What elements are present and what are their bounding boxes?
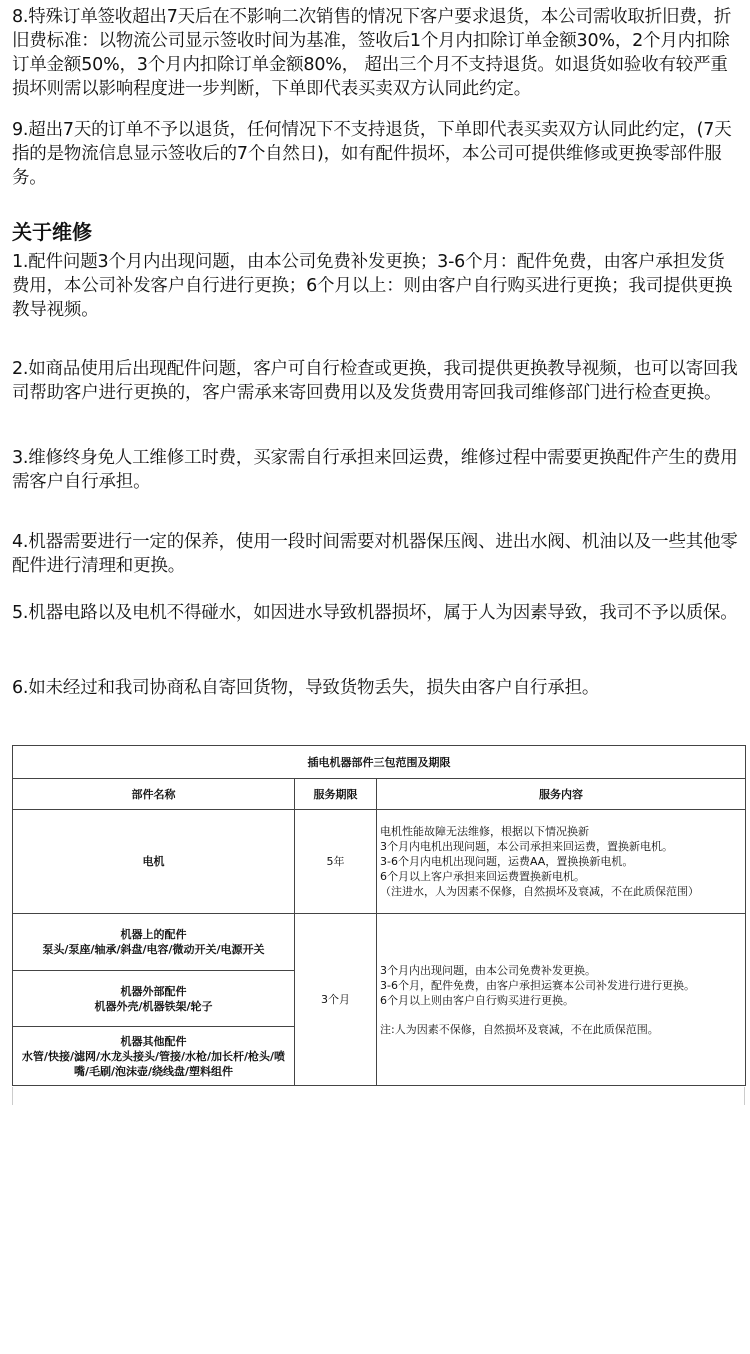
header-service-content: 服务内容 [377, 779, 746, 810]
repair-item-2: 2.如商品使用后出现配件问题，客户可自行检查或更换，我司提供更换教导视频，也可以寄回我司帮助客户进行更换的，客户需承来寄回费用以及发货费用寄回我司维修部门进行检查更换。 [12, 359, 738, 403]
motor-content-line: 3-6个月内电机出现问题，运费AA，置换换新电机。 [380, 855, 634, 868]
motor-content [377, 810, 746, 914]
motor-content-line: 3个月内电机出现问题，本公司承担来回运费，置换新电机。 [380, 840, 673, 853]
other-parts-cell [13, 1027, 295, 1086]
header-service-period: 服务期限 [295, 779, 377, 810]
repair-item-4: 4.机器需要进行一定的保养，使用一段时间需要对机器保压阀、进出水阀、机油以及一些其他零配件进行清理和更换。 [12, 532, 738, 576]
motor-content-line: 电机性能故障无法维修，根据以下情况换新 [380, 825, 589, 838]
machine-parts-title: 机器上的配件 [120, 928, 187, 941]
header-part-name: 部件名称 [13, 779, 295, 810]
machine-parts-items: 泵头/泵座/轴承/斜盘/电容/微动开关/电源开关 [42, 943, 265, 956]
external-parts-items: 机器外壳/机器铁架/轮子 [94, 999, 213, 1013]
repair-heading: 关于维修 [12, 220, 92, 244]
parts-content-line: 3个月内出现问题，由本公司免费补发更换。 [380, 963, 596, 977]
table-row [13, 914, 746, 971]
repair-item-6: 6.如未经过和我司协商私自寄回货物，导致货物丢失，损失由客户自行承担。 [12, 678, 600, 698]
table-title: 插电机器部件三包范围及期限 [13, 746, 746, 779]
table-edge-right [744, 1087, 745, 1105]
policy-item-9: 9.超出7天的订单不予以退货，任何情况下不支持退货，下单即代表买卖双方认同此约定，(7天指的是物流信息显示签收后的7个自然日)，如有配件损坏，本公司可提供维修或更换零部件服务。 [12, 120, 732, 188]
parts-content-line: 6个月以上则由客户自行购买进行更换。 [380, 993, 574, 1007]
motor-content-line: （注进水，人为因素不保修，自然损坏及衰减，不在此质保范围） [380, 885, 699, 898]
motor-content-line: 6个月以上客户承担来回运费置换新电机。 [380, 870, 585, 883]
machine-parts-cell [13, 914, 295, 971]
parts-content [377, 914, 746, 1086]
external-parts-title: 机器外部配件 [120, 984, 187, 998]
policy-item-8: 8.特殊订单签收超出7天后在不影响二次销售的情况下客户要求退货，本公司需收取折旧费，折旧费标准：以物流公司显示签收时间为基准，签收后1个月内扣除订单金额30%，2个月内扣除订单金额50%，3个月内扣除订单金额80%， 超出三个月不支持退货。如退货如验收有较严重损坏则需以影响程度进一步判断，下单即代表买卖双方认同此约定。 [12, 7, 732, 99]
motor-period: 5年 [295, 810, 377, 914]
repair-item-1: 1.配件问题3个月内出现问题，由本公司免费补发更换；3-6个月：配件免费，由客户承担发货费用，本公司补发客户自行进行更换；6个月以上：则由客户自行购买进行更换；我司提供更换教导视频。 [12, 252, 733, 320]
motor-name: 电机 [13, 810, 295, 914]
table-edge-left [12, 1087, 13, 1105]
other-parts-items: 水管/快接/滤网/水龙头接头/管接/水枪/加长杆/枪头/喷嘴/毛刷/泡沫壶/绕线盘/塑料组件 [21, 1049, 286, 1078]
parts-content-note: 注:人为因素不保修，自然损坏及衰减，不在此质保范围。 [380, 1022, 659, 1036]
other-parts-title: 机器其他配件 [120, 1034, 187, 1048]
parts-period: 3个月 [295, 914, 377, 1086]
external-parts-cell [13, 971, 295, 1027]
warranty-table [12, 745, 746, 1086]
repair-item-5: 5.机器电路以及电机不得碰水，如因进水导致机器损坏，属于人为因素导致，我司不予以质保。 [12, 603, 738, 623]
parts-content-line: 3-6个月，配件免费，由客户承担运赛本公司补发进行进行更换。 [380, 978, 695, 992]
repair-item-3: 3.维修终身免人工维修工时费，买家需自行承担来回运费，维修过程中需要更换配件产生的费用需客户自行承担。 [12, 448, 738, 492]
table-row [13, 810, 746, 914]
